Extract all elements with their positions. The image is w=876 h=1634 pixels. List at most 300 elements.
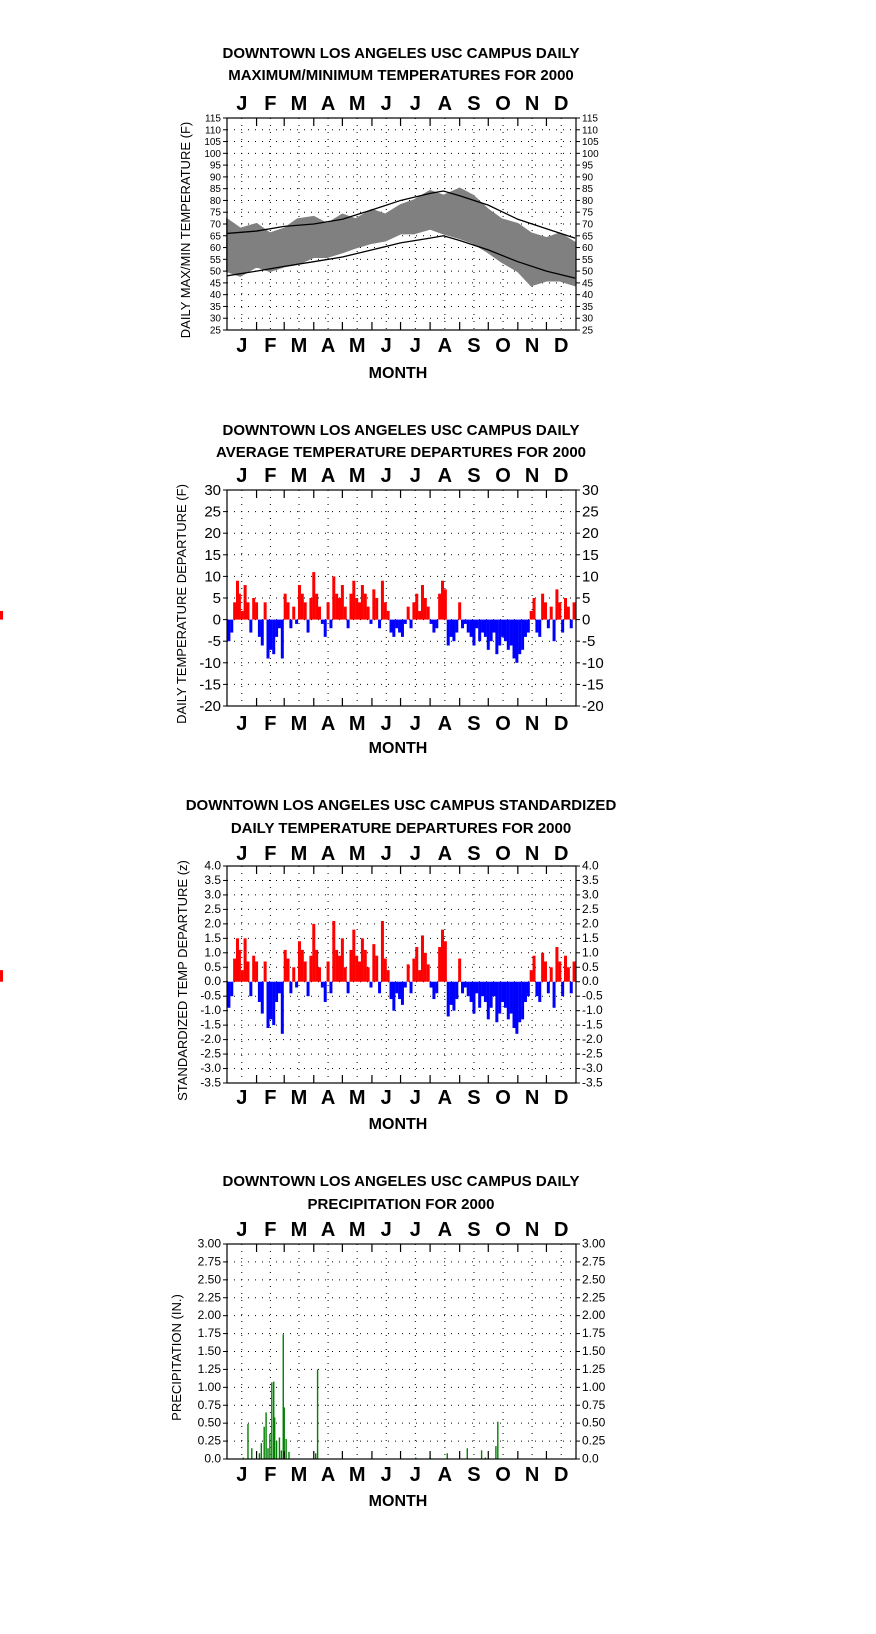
y-tick-label-left: -3.5 — [200, 1075, 221, 1090]
data-bar — [432, 620, 435, 633]
chart-title-line: MAXIMUM/MINIMUM TEMPERATURES FOR 2000 — [228, 67, 574, 84]
month-label-top: J — [236, 465, 248, 487]
month-label-top: M — [290, 93, 308, 115]
y-tick-label-left: 0.25 — [197, 1433, 221, 1448]
data-bar — [349, 950, 352, 982]
data-bar — [513, 620, 516, 659]
y-tick-label-left: 35 — [209, 301, 221, 313]
data-bar — [292, 967, 295, 981]
y-tick-label-right: 4.0 — [582, 858, 599, 873]
month-label-bottom: M — [348, 1087, 366, 1109]
chart-precip — [169, 1173, 606, 1510]
data-bar — [418, 970, 421, 982]
data-bar — [227, 620, 230, 642]
data-bar — [275, 982, 278, 1002]
data-bar — [338, 956, 341, 982]
data-bar — [361, 938, 364, 981]
y-tick-label-left: 1.00 — [197, 1379, 221, 1394]
y-tick-label-right: 2.50 — [582, 1272, 606, 1287]
month-label-bottom: D — [553, 335, 569, 357]
month-label-top: J — [236, 93, 248, 115]
data-bar — [272, 982, 275, 1025]
month-label-bottom: D — [553, 713, 569, 735]
month-label-bottom: A — [320, 1464, 336, 1486]
data-bar — [384, 959, 387, 982]
y-tick-label-right: 100 — [582, 148, 599, 160]
y-tick-label-right: -3.5 — [582, 1075, 603, 1090]
month-label-top: S — [467, 843, 481, 865]
month-label-bottom: N — [524, 713, 540, 735]
chart-maxmin — [178, 45, 599, 382]
data-bar — [387, 970, 390, 982]
data-bar — [421, 935, 424, 981]
y-tick-label-left: 3.0 — [204, 887, 221, 902]
data-bar — [421, 585, 424, 620]
y-tick-label-left: 60 — [209, 243, 221, 255]
data-bar — [332, 921, 335, 982]
data-bar — [561, 982, 564, 996]
data-bar — [289, 620, 292, 629]
data-bar — [267, 1448, 268, 1459]
data-bar — [518, 620, 521, 655]
data-bar — [535, 982, 538, 996]
month-label-top: N — [524, 1219, 540, 1241]
data-bar — [255, 961, 258, 981]
month-label-top: F — [264, 93, 277, 115]
month-label-top: N — [524, 465, 540, 487]
data-bar — [515, 982, 518, 1034]
data-bar — [301, 594, 304, 620]
y-tick-label-left: 2.5 — [204, 901, 221, 916]
data-bar — [461, 982, 464, 994]
month-label-bottom: J — [380, 1464, 392, 1486]
data-bar — [398, 982, 401, 999]
data-bar — [278, 982, 281, 994]
y-tick-label-left: -1.0 — [200, 1003, 221, 1018]
chart-title-line: AVERAGE TEMPERATURE DEPARTURES FOR 2000 — [215, 444, 587, 461]
month-label-bottom: N — [524, 1464, 540, 1486]
data-bar — [315, 950, 318, 982]
y-tick-label-right: 0.25 — [582, 1433, 606, 1448]
data-bar — [392, 620, 395, 637]
data-bar — [567, 607, 570, 620]
y-tick-label-right: 40 — [582, 290, 594, 302]
data-bar — [438, 947, 441, 982]
data-bar — [335, 594, 338, 620]
y-tick-label-left: 1.25 — [197, 1361, 221, 1376]
y-tick-label-right: 55 — [582, 254, 594, 266]
y-tick-label-left: 3.5 — [204, 872, 221, 887]
data-bar — [287, 602, 290, 619]
plot-frame — [227, 866, 576, 1083]
y-tick-label-left: 0.0 — [204, 1451, 221, 1466]
data-bar — [392, 982, 395, 1011]
data-bar — [378, 982, 381, 994]
data-bar — [349, 594, 352, 620]
chart-title-line: PRECIPITATION FOR 2000 — [307, 1196, 495, 1213]
data-bar — [447, 620, 450, 646]
data-bar — [276, 1441, 277, 1459]
data-bar — [321, 620, 324, 624]
data-bar — [233, 959, 236, 982]
data-bar — [285, 1439, 286, 1459]
month-label-top: F — [264, 843, 277, 865]
data-bar — [304, 961, 307, 981]
data-bar — [530, 611, 533, 620]
data-bar — [278, 620, 281, 629]
data-bar — [355, 598, 358, 620]
y-tick-label-right: -2.5 — [582, 1046, 603, 1061]
data-bar — [521, 982, 524, 1020]
data-bar — [510, 982, 513, 1014]
month-label-bottom: J — [236, 1464, 248, 1486]
data-bar — [412, 602, 415, 619]
y-tick-label-left: 5 — [212, 590, 221, 607]
data-bar — [464, 620, 467, 624]
data-bar — [329, 982, 332, 994]
data-bar — [279, 1438, 280, 1460]
month-label-top: O — [495, 843, 511, 865]
data-bar — [573, 961, 576, 981]
data-bar — [307, 982, 310, 996]
data-bar — [450, 620, 453, 637]
y-tick-label-left: 1.5 — [204, 930, 221, 945]
data-bar — [504, 620, 507, 642]
data-bar — [561, 620, 564, 633]
data-bar — [315, 1453, 316, 1459]
y-tick-label-right: 20 — [582, 525, 599, 543]
data-bar — [395, 982, 398, 994]
y-tick-label-left: 100 — [204, 148, 221, 160]
data-bar — [347, 620, 350, 629]
y-tick-label-left: 25 — [209, 325, 221, 337]
y-tick-label-left: 40 — [209, 290, 221, 302]
data-bar — [467, 1448, 468, 1459]
data-bar — [390, 620, 393, 633]
data-bar — [458, 959, 461, 982]
month-label-bottom: S — [467, 713, 481, 735]
data-bar — [541, 594, 544, 620]
y-tick-label-left: 110 — [205, 125, 221, 137]
month-label-bottom: F — [264, 1464, 277, 1486]
y-axis-label: DAILY TEMPERATURE DEPARTURE (F) — [174, 484, 189, 724]
data-bar — [344, 607, 347, 620]
data-bar — [347, 982, 350, 994]
data-bar — [495, 982, 498, 1023]
data-bar — [281, 620, 284, 659]
data-bar — [298, 941, 301, 982]
y-tick-label-right: 115 — [582, 113, 598, 125]
y-tick-label-right: 15 — [582, 546, 599, 564]
data-bar — [295, 620, 298, 624]
y-tick-label-right: -2.0 — [582, 1032, 603, 1047]
data-bar — [324, 982, 327, 1002]
data-bar — [535, 620, 538, 633]
y-tick-label-left: -5 — [207, 633, 221, 651]
y-tick-label-left: 2.00 — [197, 1308, 221, 1323]
y-tick-label-right: 45 — [582, 278, 594, 290]
y-tick-label-right: -20 — [582, 698, 604, 715]
data-bar — [570, 982, 573, 994]
y-tick-label-right: -0.5 — [582, 988, 603, 1003]
month-label-bottom: A — [437, 1087, 453, 1109]
data-bar — [527, 620, 530, 633]
month-label-bottom: M — [290, 335, 308, 357]
y-tick-label-right: -10 — [582, 654, 604, 672]
y-tick-label-left: 95 — [209, 160, 221, 172]
chart-standardized — [0, 797, 616, 1133]
month-label-top: J — [380, 465, 392, 487]
month-label-top: A — [320, 465, 336, 487]
y-tick-label-left: 55 — [209, 254, 221, 266]
data-bar — [241, 970, 244, 982]
month-label-bottom: F — [264, 713, 277, 735]
y-tick-label-left: 0.5 — [204, 959, 221, 974]
data-bar — [472, 620, 475, 646]
data-bar — [524, 982, 527, 1002]
month-label-bottom: J — [409, 335, 421, 357]
data-bar — [275, 620, 278, 637]
data-bar — [455, 620, 458, 633]
y-tick-label-left: -3.0 — [200, 1061, 221, 1076]
data-bar — [395, 620, 398, 629]
month-label-bottom: J — [236, 713, 248, 735]
data-bar — [387, 611, 390, 620]
y-tick-label-left: 2.0 — [204, 916, 221, 931]
data-bar — [309, 956, 312, 982]
y-tick-label-right: 2.5 — [582, 901, 599, 916]
y-tick-label-left: -20 — [199, 698, 221, 715]
data-bar — [432, 982, 435, 999]
data-bar — [567, 967, 570, 981]
month-label-top: O — [495, 1219, 511, 1241]
data-bar — [369, 982, 372, 988]
data-bar — [335, 950, 338, 982]
month-label-top: J — [409, 465, 421, 487]
month-label-top: A — [437, 843, 453, 865]
data-bar — [269, 620, 272, 650]
y-tick-label-right: 90 — [582, 172, 594, 184]
data-bar — [288, 1452, 289, 1459]
y-tick-label-right: 1.00 — [582, 1379, 606, 1394]
data-bar — [372, 944, 375, 982]
y-tick-label-left: 30 — [209, 313, 221, 325]
data-bar — [247, 1424, 248, 1459]
y-tick-label-right: 105 — [582, 137, 599, 149]
data-bar — [292, 607, 295, 620]
y-tick-label-right: 1.75 — [582, 1326, 606, 1341]
data-bar — [481, 982, 484, 996]
data-bar — [533, 598, 536, 620]
month-label-top: A — [437, 465, 453, 487]
data-bar — [369, 620, 372, 624]
month-label-top: M — [348, 1219, 366, 1241]
month-label-bottom: J — [409, 713, 421, 735]
data-bar — [364, 950, 367, 982]
data-bar — [401, 620, 404, 637]
data-bar — [352, 581, 355, 620]
y-tick-label-left: 1.75 — [197, 1326, 221, 1341]
y-tick-label-right: 110 — [582, 125, 598, 137]
data-bar — [312, 572, 315, 620]
month-label-bottom: S — [467, 1087, 481, 1109]
month-label-bottom: N — [524, 1087, 540, 1109]
y-tick-label-left: 0 — [212, 611, 221, 629]
data-bar — [315, 594, 318, 620]
month-label-top: D — [553, 465, 569, 487]
data-bar — [384, 602, 387, 619]
data-bar — [424, 953, 427, 982]
data-bar — [249, 620, 252, 633]
data-bar — [504, 982, 507, 1008]
data-bar — [238, 594, 241, 620]
month-label-bottom: D — [553, 1464, 569, 1486]
month-label-bottom: O — [495, 335, 511, 357]
data-bar — [497, 1422, 498, 1459]
month-label-bottom: F — [264, 335, 277, 357]
y-tick-label-left: 0.50 — [197, 1415, 221, 1430]
data-bar — [487, 620, 490, 650]
month-label-top: S — [467, 465, 481, 487]
data-bar — [289, 982, 292, 994]
data-bar — [271, 1382, 272, 1459]
data-bar — [329, 620, 332, 629]
data-bar — [261, 620, 264, 646]
data-bar — [407, 964, 410, 981]
data-bar — [367, 607, 370, 620]
data-bar — [318, 607, 321, 620]
data-bar — [475, 982, 478, 994]
data-bar — [327, 961, 330, 981]
data-bar — [404, 620, 407, 624]
month-label-bottom: A — [320, 713, 336, 735]
data-bar — [287, 959, 290, 982]
month-label-top: M — [290, 1219, 308, 1241]
data-bar — [555, 589, 558, 619]
data-bar — [530, 970, 533, 982]
month-label-bottom: J — [236, 1087, 248, 1109]
month-label-top: J — [236, 1219, 248, 1241]
data-bar — [424, 598, 427, 620]
data-bar — [341, 585, 344, 620]
data-bar — [513, 982, 516, 1028]
data-bar — [321, 982, 324, 988]
y-tick-label-left: 50 — [209, 266, 221, 278]
month-label-top: D — [553, 1219, 569, 1241]
month-label-bottom: S — [467, 335, 481, 357]
y-axis-label: STANDARDIZED TEMP DEPARTURE (z) — [175, 860, 190, 1101]
data-bar — [467, 982, 470, 996]
y-axis-label: PRECIPITATION (IN.) — [169, 1294, 184, 1421]
data-bar — [501, 982, 504, 1002]
data-bar — [441, 930, 444, 982]
month-label-bottom: A — [437, 1464, 453, 1486]
y-tick-label-left: 70 — [209, 219, 221, 231]
data-bar — [570, 620, 573, 629]
data-bar — [541, 953, 544, 982]
y-tick-label-left: 90 — [209, 172, 221, 184]
y-tick-label-left: 25 — [204, 503, 221, 521]
data-bar — [317, 1369, 318, 1459]
data-bar — [555, 947, 558, 982]
month-label-bottom: A — [437, 713, 453, 735]
data-bar — [281, 1450, 282, 1459]
chart-title-line: DAILY TEMPERATURE DEPARTURES FOR 2000 — [230, 820, 572, 837]
y-tick-label-right: 2.75 — [582, 1254, 606, 1269]
month-label-bottom: N — [524, 335, 540, 357]
data-bar — [430, 620, 433, 624]
y-tick-label-right: 3.0 — [582, 887, 599, 902]
month-label-bottom: M — [290, 1464, 308, 1486]
data-bar — [410, 620, 413, 629]
data-bar — [418, 611, 421, 620]
data-bar — [244, 938, 247, 981]
month-label-top: M — [348, 465, 366, 487]
month-label-bottom: J — [380, 335, 392, 357]
data-bar — [573, 602, 576, 619]
data-bar — [435, 620, 438, 629]
data-bar — [510, 620, 513, 646]
month-label-bottom: J — [409, 1464, 421, 1486]
y-tick-label-left: -1.5 — [200, 1017, 221, 1032]
month-label-top: M — [290, 465, 308, 487]
y-tick-label-right: 85 — [582, 184, 594, 196]
data-bar — [452, 982, 455, 1011]
month-label-top: J — [409, 93, 421, 115]
y-tick-label-left: 1.0 — [204, 945, 221, 960]
data-bar — [558, 961, 561, 981]
y-tick-label-right: 80 — [582, 195, 594, 207]
data-bar — [558, 602, 561, 619]
month-label-top: S — [467, 1219, 481, 1241]
data-bar — [547, 620, 550, 629]
y-tick-label-right: -1.0 — [582, 1003, 603, 1018]
y-tick-label-left: 1.50 — [197, 1344, 221, 1358]
month-label-top: M — [290, 843, 308, 865]
data-bar — [481, 1450, 482, 1459]
y-tick-label-right: -5 — [582, 633, 596, 651]
data-bar — [264, 602, 267, 619]
y-tick-label-right: 70 — [582, 219, 594, 231]
data-bar — [272, 620, 275, 655]
y-tick-label-right: 1.25 — [582, 1361, 606, 1376]
data-bar — [261, 1443, 262, 1459]
data-bar — [553, 982, 556, 1008]
data-bar — [470, 982, 473, 1002]
data-bar — [538, 620, 541, 637]
data-bar — [435, 982, 438, 994]
data-bar — [455, 982, 458, 999]
data-bar — [438, 594, 441, 620]
data-bar — [484, 620, 487, 637]
month-label-bottom: O — [495, 1087, 511, 1109]
data-bar — [487, 982, 490, 1020]
data-bar — [430, 982, 433, 988]
month-label-bottom: J — [380, 713, 392, 735]
chart-title-line: DOWNTOWN LOS ANGELES USC CAMPUS DAILY — [222, 422, 580, 439]
data-bar — [358, 961, 361, 981]
y-tick-label-left: 20 — [204, 525, 221, 543]
data-bar — [444, 589, 447, 619]
data-bar — [301, 950, 304, 982]
data-bar — [381, 921, 384, 982]
data-bar — [238, 950, 241, 982]
data-bar — [427, 964, 430, 981]
data-bar — [295, 982, 298, 988]
y-tick-label-right: 30 — [582, 313, 594, 325]
y-tick-label-right: 0.5 — [582, 959, 599, 974]
data-bar — [267, 620, 270, 659]
